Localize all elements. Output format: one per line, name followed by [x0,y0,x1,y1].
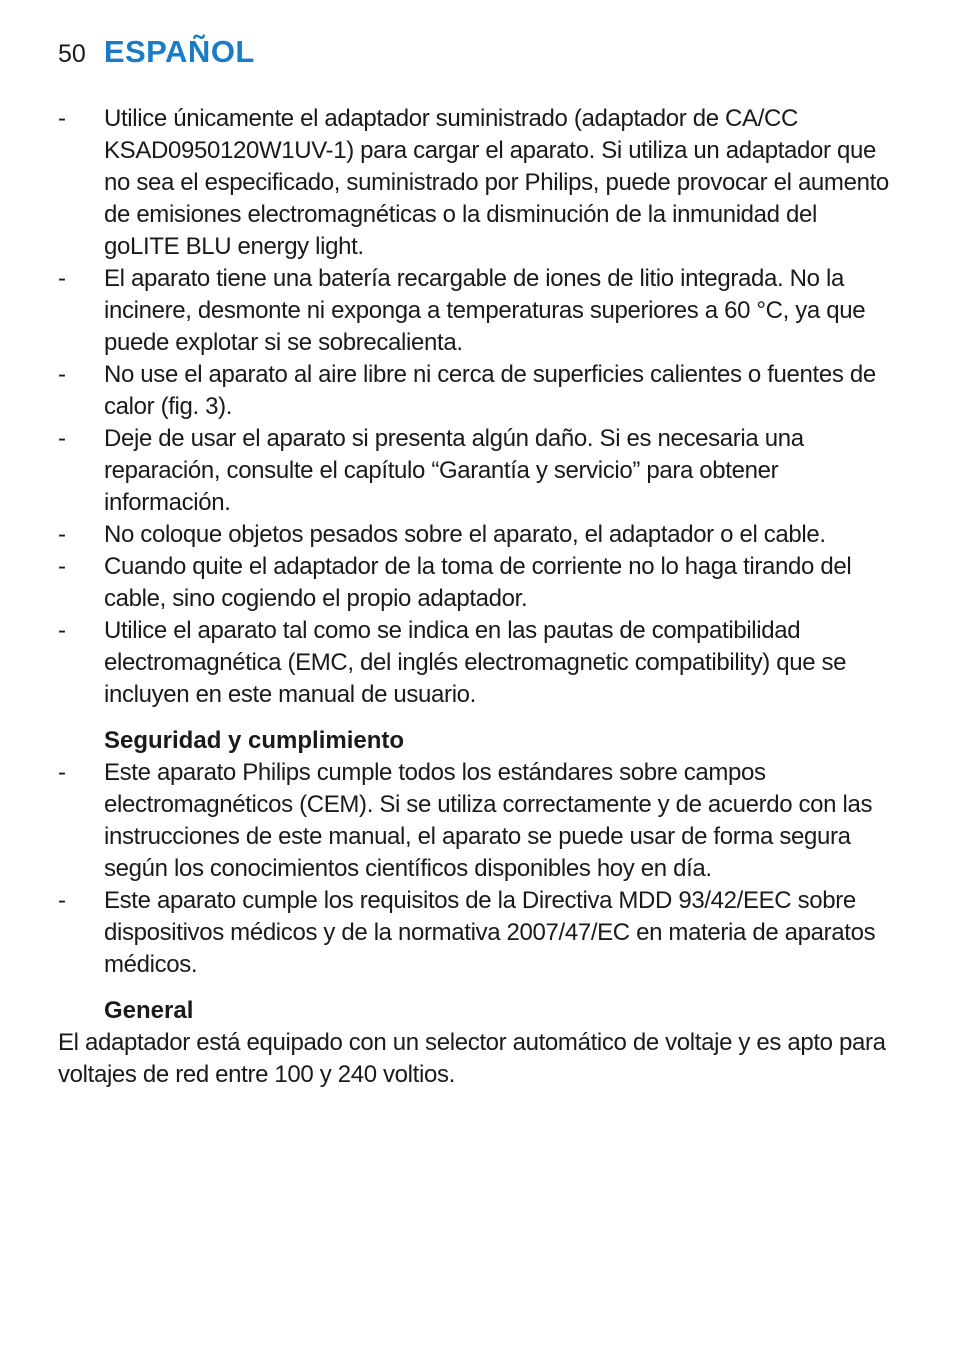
safety-list [58,757,898,981]
list-item-text: Utilice únicamente el adaptador suministrado (adaptador de CA/CC KSAD0950120W1UV-1) para cargar el aparato. Si utiliza un adaptador que no sea el especificado, suministrado por Philips, puede provocar el aumento de emisiones electromagnéticas o la disminución de la inmunidad del goLITE BLU energy light. [104,105,889,260]
safety-heading: Seguridad y cumplimiento [104,727,405,754]
list-item-text: El aparato tiene una batería recargable de iones de litio integrada. No la incinere, desmonte ni exponga a temperaturas superiores a 60 °C, ya que puede explotar si se sobrecalienta. [104,265,866,356]
bullet-dash: - [58,521,66,548]
bullet-dash: - [58,361,66,388]
list-item-text: Este aparato cumple los requisitos de la Directiva MDD 93/42/EEC sobre dispositivos médicos y de la normativa 2007/47/EC en materia de aparatos médicos. [104,887,876,978]
page-header [58,34,255,70]
section-title: ESPAÑOL [103,34,255,69]
list-item [58,885,898,981]
list-item-text: Utilice el aparato tal como se indica en las pautas de compatibilidad electromagnética (EMC, del inglés electromagnetic compatibility) que se incluyen en este manual de usuario. [104,617,847,708]
bullet-dash: - [58,617,66,644]
bullet-dash: - [58,425,66,452]
list-item [58,103,898,263]
list-item [58,551,898,615]
list-item [58,423,898,519]
bullet-dash: - [58,759,66,786]
warnings-list [58,103,898,711]
bullet-dash: - [58,887,66,914]
list-item-text: Deje de usar el aparato si presenta algún daño. Si es necesaria una reparación, consulte el capítulo “Garantía y servicio” para obtener información. [104,425,804,516]
bullet-dash: - [58,553,66,580]
page-content [58,103,898,1091]
list-item [58,263,898,359]
general-paragraph: El adaptador está equipado con un selector automático de voltaje y es apto para voltajes de red entre 100 y 240 voltios. [58,1029,886,1088]
list-item [58,615,898,711]
list-item-text: No use el aparato al aire libre ni cerca de superficies calientes o fuentes de calor (fig. 3). [104,361,876,420]
list-item [58,757,898,885]
list-item-text: Cuando quite el adaptador de la toma de corriente no lo haga tirando del cable, sino cogiendo el propio adaptador. [104,553,852,612]
general-heading: General [104,997,194,1024]
list-item [58,359,898,423]
bullet-dash: - [58,265,66,292]
list-item-text: No coloque objetos pesados sobre el aparato, el adaptador o el cable. [104,521,826,548]
list-item [58,519,898,551]
bullet-dash: - [58,105,66,132]
page-number: 50 [58,40,86,68]
list-item-text: Este aparato Philips cumple todos los estándares sobre campos electromagnéticos (CEM). Si se utiliza correctamente y de acuerdo con las instrucciones de este manual, el aparato se puede usar de forma segura según los conocimientos científicos disponibles hoy en día. [104,759,873,882]
